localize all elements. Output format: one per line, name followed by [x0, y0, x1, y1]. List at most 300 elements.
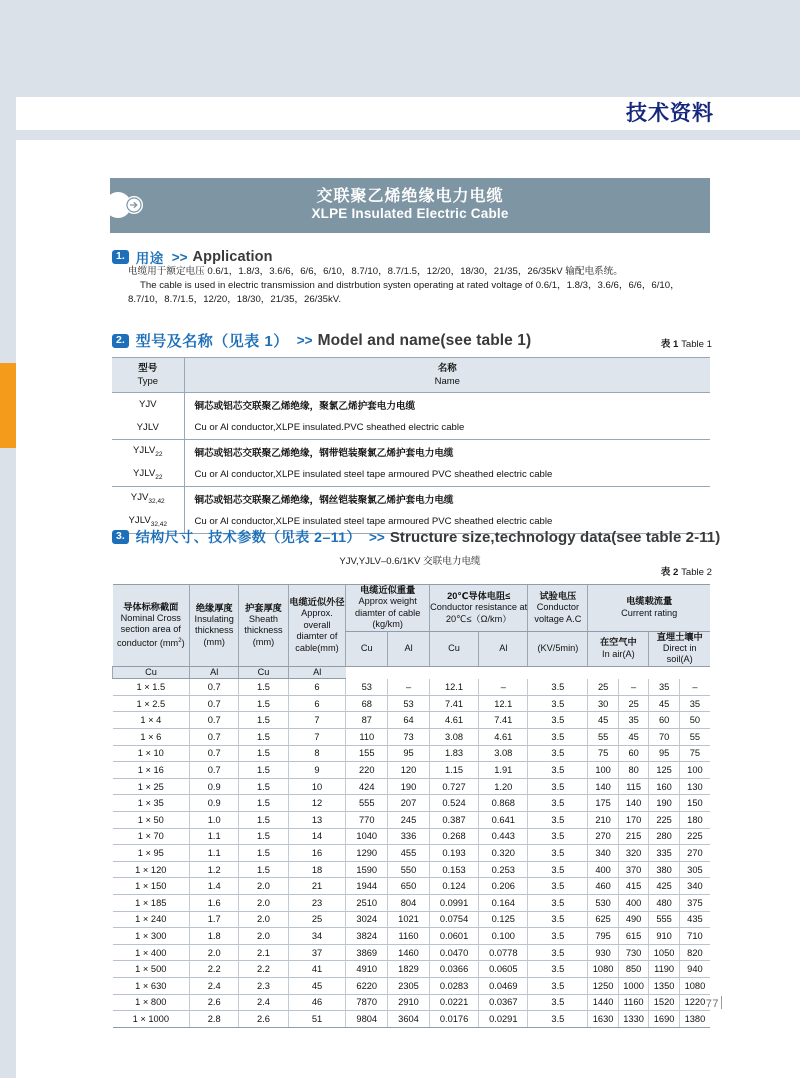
cell-weight-al: 2910 — [388, 994, 430, 1011]
cell-resistance-al: 0.125 — [479, 911, 528, 928]
cell-insulating-thickness: 0.7 — [190, 762, 239, 779]
cell-insulating-thickness: 0.9 — [190, 795, 239, 812]
cell-conductor-voltage: 3.5 — [528, 928, 588, 945]
cell-soil-cu: 380 — [649, 861, 680, 878]
cell-weight-cu: 6220 — [346, 977, 388, 994]
cell-weight-al: 73 — [388, 729, 430, 746]
section-separator: >> — [171, 249, 188, 265]
table-row — [113, 729, 711, 746]
cell-insulating-thickness: 1.4 — [190, 878, 239, 895]
cell-resistance-cu: 0.0176 — [429, 1011, 478, 1028]
cell-soil-cu: 70 — [649, 729, 680, 746]
header-air-al: Al — [190, 666, 239, 678]
cell-air-al: 45 — [618, 729, 649, 746]
section-title-cn: 结构尺寸、技术参数（见表 2–11） — [135, 529, 362, 545]
cell-sheath-thickness: 2.1 — [239, 944, 288, 961]
section-title-cn: 型号及名称（见表 1） — [135, 333, 289, 350]
cell-sheath-thickness: 1.5 — [239, 729, 288, 746]
cell-conductor-voltage: 3.5 — [528, 729, 588, 746]
cell-soil-al: 35 — [679, 695, 710, 712]
cell-weight-cu: 220 — [346, 762, 388, 779]
cell-weight-cu: 110 — [346, 729, 388, 746]
cell-name: 铜芯或铝芯交联聚乙烯绝缘，钢带铠装聚氯乙烯护套电力电缆 — [194, 447, 454, 459]
cell-weight-cu: 87 — [346, 712, 388, 729]
cell-type: $YJLV_{22}$ — [112, 440, 184, 464]
table2-caption-cn: 表 2 — [660, 567, 679, 578]
cell-overall-diameter: 16 — [288, 845, 346, 862]
cell-sheath-thickness: 1.5 — [239, 695, 288, 712]
cell-nominal-cross-section: 1 × 400 — [113, 944, 190, 961]
cell-conductor-voltage: 3.5 — [528, 861, 588, 878]
section-heading-structure — [112, 527, 720, 547]
header-air-cu: Cu — [113, 666, 190, 678]
application-text-en: The cable is used in electric transmission and distrbution systen operating at rated voltage of 0.6/1，1.8/3，3.6/6，6/6，6/10，8.7/10，8.7/1.5，12/20，18/30，21/35，26/35kV. — [128, 280, 680, 306]
cell-insulating-thickness: 0.7 — [190, 679, 239, 696]
table-row — [112, 463, 710, 487]
header-approx-weight: 电缆近似重量 Approx weight diamter of cable (kg/km) — [346, 585, 430, 632]
header-soil-cu: Cu — [239, 666, 288, 678]
cell-air-cu: 930 — [588, 944, 619, 961]
table-header-row-3 — [113, 666, 711, 678]
cell-overall-diameter: 18 — [288, 861, 346, 878]
cell-weight-al: 1021 — [388, 911, 430, 928]
table2-subtitle: YJV,YJLV–0.6/1KV 交联电力电缆 — [339, 556, 481, 567]
header-resistance-al: Al — [479, 631, 528, 666]
cell-soil-al: 1380 — [679, 1011, 710, 1028]
cell-air-cu: 25 — [588, 679, 619, 696]
cell-soil-cu: 1350 — [649, 977, 680, 994]
cell-air-cu: 460 — [588, 878, 619, 895]
cell-type: YJLV — [112, 416, 184, 440]
cell-soil-al: 710 — [679, 928, 710, 945]
cell-overall-diameter: 7 — [288, 729, 346, 746]
cell-sheath-thickness: 2.0 — [239, 928, 288, 945]
table2-caption — [661, 564, 712, 578]
cell-air-al: 1160 — [618, 994, 649, 1011]
cell-overall-diameter: 10 — [288, 778, 346, 795]
cell-sheath-thickness: 2.2 — [239, 961, 288, 978]
table-row — [113, 977, 711, 994]
cell-type: $YJV_{32,42}$ — [112, 487, 184, 511]
cell-overall-diameter: 6 — [288, 695, 346, 712]
cell-sheath-thickness: 1.5 — [239, 778, 288, 795]
cell-conductor-voltage: 3.5 — [528, 878, 588, 895]
cell-overall-diameter: 21 — [288, 878, 346, 895]
cell-resistance-al: 0.253 — [479, 861, 528, 878]
cell-soil-cu: 160 — [649, 778, 680, 795]
cell-weight-al: 1460 — [388, 944, 430, 961]
cell-air-al: 730 — [618, 944, 649, 961]
cell-soil-cu: 910 — [649, 928, 680, 945]
cell-soil-cu: 1520 — [649, 994, 680, 1011]
cell-resistance-cu: 0.153 — [429, 861, 478, 878]
cell-air-al: 170 — [618, 812, 649, 829]
cell-air-cu: 1080 — [588, 961, 619, 978]
cell-nominal-cross-section: 1 × 1000 — [113, 1011, 190, 1028]
cell-type: $YJLV_{22}$ — [112, 463, 184, 487]
cell-insulating-thickness: 0.9 — [190, 778, 239, 795]
cell-air-cu: 30 — [588, 695, 619, 712]
section-number-badge: 1. — [112, 250, 129, 264]
cell-soil-al: 1220 — [679, 994, 710, 1011]
cell-weight-cu: 1944 — [346, 878, 388, 895]
cell-nominal-cross-section: 1 × 2.5 — [113, 695, 190, 712]
table-row — [113, 994, 711, 1011]
header-weight-cu: Cu — [346, 631, 388, 666]
section-separator: >> — [296, 333, 313, 348]
cell-resistance-cu: 4.61 — [429, 712, 478, 729]
cell-overall-diameter: 41 — [288, 961, 346, 978]
cell-weight-al: 455 — [388, 845, 430, 862]
cell-conductor-voltage: 3.5 — [528, 795, 588, 812]
table1-caption-cn: 表 1 — [660, 339, 679, 350]
cell-insulating-thickness: 1.8 — [190, 928, 239, 945]
cell-air-al: 35 — [618, 712, 649, 729]
table1-header-type: 型号 Type — [112, 358, 184, 393]
table-row — [112, 440, 710, 464]
table-row — [112, 416, 710, 440]
header-conductor-voltage: 试验电压 Conductor voltage A.C — [528, 585, 588, 632]
cell-overall-diameter: 7 — [288, 712, 346, 729]
cell-resistance-al: 0.0605 — [479, 961, 528, 978]
cell-soil-al: 820 — [679, 944, 710, 961]
page-number-value: 77 — [705, 998, 719, 1010]
header-in-air: 在空气中 In air(A) — [588, 631, 649, 666]
cell-resistance-cu: 0.0283 — [429, 977, 478, 994]
cell-resistance-cu: 7.41 — [429, 695, 478, 712]
cell-air-cu: 270 — [588, 828, 619, 845]
side-tab-marker — [0, 363, 16, 448]
cell-soil-cu: 125 — [649, 762, 680, 779]
cell-sheath-thickness: 1.5 — [239, 745, 288, 762]
cell-soil-al: – — [679, 679, 710, 696]
cell-air-al: 1330 — [618, 1011, 649, 1028]
cell-soil-al: 340 — [679, 878, 710, 895]
cell-air-cu: 55 — [588, 729, 619, 746]
cell-conductor-voltage: 3.5 — [528, 994, 588, 1011]
cell-soil-al: 130 — [679, 778, 710, 795]
cell-insulating-thickness: 2.4 — [190, 977, 239, 994]
cell-conductor-voltage: 3.5 — [528, 712, 588, 729]
table-header-row-1 — [113, 585, 711, 632]
cell-soil-cu: 225 — [649, 812, 680, 829]
cell-insulating-thickness: 1.0 — [190, 812, 239, 829]
cell-conductor-voltage: 3.5 — [528, 695, 588, 712]
cell-weight-al: 650 — [388, 878, 430, 895]
cell-insulating-thickness: 0.7 — [190, 729, 239, 746]
cell-resistance-cu: 0.0366 — [429, 961, 478, 978]
cell-weight-al: 190 — [388, 778, 430, 795]
table-row — [113, 762, 711, 779]
cell-air-al: 60 — [618, 745, 649, 762]
table-row — [113, 944, 711, 961]
table-row — [113, 745, 711, 762]
cell-resistance-al: 4.61 — [479, 729, 528, 746]
cell-insulating-thickness: 1.2 — [190, 861, 239, 878]
cell-air-al: 1000 — [618, 977, 649, 994]
section-title-en: Application — [192, 249, 273, 265]
section-heading-model-name — [112, 330, 531, 351]
cell-resistance-cu: 12.1 — [429, 679, 478, 696]
cell-resistance-cu: 1.83 — [429, 745, 478, 762]
cell-sheath-thickness: 1.5 — [239, 679, 288, 696]
table-row — [113, 712, 711, 729]
cell-overall-diameter: 14 — [288, 828, 346, 845]
section-title-cn: 用途 — [135, 251, 164, 266]
cell-air-cu: 1630 — [588, 1011, 619, 1028]
cell-weight-cu: 2510 — [346, 894, 388, 911]
cell-air-cu: 100 — [588, 762, 619, 779]
cell-nominal-cross-section: 1 × 70 — [113, 828, 190, 845]
cell-nominal-cross-section: 1 × 95 — [113, 845, 190, 862]
cell-weight-al: – — [388, 679, 430, 696]
cell-resistance-al: 0.0469 — [479, 977, 528, 994]
cell-air-cu: 175 — [588, 795, 619, 812]
cell-soil-cu: 425 — [649, 878, 680, 895]
cell-sheath-thickness: 1.5 — [239, 712, 288, 729]
cell-air-al: 415 — [618, 878, 649, 895]
cell-resistance-al: 7.41 — [479, 712, 528, 729]
cell-weight-al: 1829 — [388, 961, 430, 978]
table2-header — [113, 585, 711, 679]
cell-weight-cu: 9804 — [346, 1011, 388, 1028]
cell-air-al: 115 — [618, 778, 649, 795]
table-row — [113, 778, 711, 795]
cell-weight-cu: 155 — [346, 745, 388, 762]
cell-soil-cu: 60 — [649, 712, 680, 729]
cell-weight-cu: 3869 — [346, 944, 388, 961]
cell-air-cu: 1440 — [588, 994, 619, 1011]
cell-conductor-voltage: 3.5 — [528, 812, 588, 829]
cell-nominal-cross-section: 1 × 16 — [113, 762, 190, 779]
cell-resistance-al: 1.20 — [479, 778, 528, 795]
cell-air-al: 320 — [618, 845, 649, 862]
table-row — [113, 878, 711, 895]
section-title-en: Model and name(see table 1) — [317, 331, 532, 349]
application-paragraph — [128, 265, 713, 308]
cell-nominal-cross-section: 1 × 150 — [113, 878, 190, 895]
cell-soil-cu: 45 — [649, 695, 680, 712]
cell-resistance-cu: 0.0991 — [429, 894, 478, 911]
cell-conductor-voltage: 3.5 — [528, 911, 588, 928]
cell-weight-cu: 1290 — [346, 845, 388, 862]
cell-weight-al: 336 — [388, 828, 430, 845]
cell-insulating-thickness: 2.6 — [190, 994, 239, 1011]
cell-sheath-thickness: 1.5 — [239, 795, 288, 812]
cell-overall-diameter: 13 — [288, 812, 346, 829]
cell-nominal-cross-section: 1 × 300 — [113, 928, 190, 945]
cell-nominal-cross-section: 1 × 500 — [113, 961, 190, 978]
cell-conductor-voltage: 3.5 — [528, 745, 588, 762]
cell-air-cu: 1250 — [588, 977, 619, 994]
cell-name: Cu or Al conductor,XLPE insulated steel tape armoured PVC sheathed electric cable — [184, 510, 710, 534]
cell-air-al: 850 — [618, 961, 649, 978]
cell-air-cu: 140 — [588, 778, 619, 795]
cell-air-cu: 795 — [588, 928, 619, 945]
table-row — [113, 795, 711, 812]
cell-sheath-thickness: 1.5 — [239, 812, 288, 829]
cell-resistance-cu: 0.0601 — [429, 928, 478, 945]
cell-conductor-voltage: 3.5 — [528, 762, 588, 779]
header-voltage-unit: (KV/5min) — [528, 631, 588, 666]
cell-resistance-al: 1.91 — [479, 762, 528, 779]
cell-soil-al: 180 — [679, 812, 710, 829]
cell-weight-al: 1160 — [388, 928, 430, 945]
table2-body — [113, 679, 711, 1027]
banner-title-cn: 交联聚乙烯绝缘电力电缆 — [316, 188, 504, 205]
cell-overall-diameter: 37 — [288, 944, 346, 961]
section-title-en: Structure size,technology data(see table 2-11) — [389, 528, 721, 546]
table-row — [112, 393, 710, 417]
cell-resistance-cu: 0.268 — [429, 828, 478, 845]
cell-resistance-al: 0.0291 — [479, 1011, 528, 1028]
section-heading-application — [112, 247, 273, 267]
cell-resistance-al: 0.164 — [479, 894, 528, 911]
header-insulating-thickness: 绝缘厚度 Insulating thickness (mm) — [190, 585, 239, 667]
cell-sheath-thickness: 2.0 — [239, 894, 288, 911]
cell-sheath-thickness: 1.5 — [239, 828, 288, 845]
cell-nominal-cross-section: 1 × 6 — [113, 729, 190, 746]
cell-insulating-thickness: 0.7 — [190, 712, 239, 729]
table-row — [113, 1011, 711, 1028]
table-row — [113, 679, 711, 696]
cell-air-al: 615 — [618, 928, 649, 945]
header-overall-diameter: 电缆近似外径 Approx. overall diamter of cable(mm) — [288, 585, 346, 667]
cell-air-cu: 75 — [588, 745, 619, 762]
application-text-cn: 电缆用于额定电压 0.6/1，1.8/3，3.6/6，6/6，6/10，8.7/10，8.7/1.5，12/20，18/30，21/35，26/35kV 输配电系统。 — [128, 266, 623, 277]
cell-soil-al: 55 — [679, 729, 710, 746]
cell-air-al: – — [618, 679, 649, 696]
cell-insulating-thickness: 0.7 — [190, 695, 239, 712]
cell-air-al: 400 — [618, 894, 649, 911]
cell-soil-cu: 480 — [649, 894, 680, 911]
cell-conductor-voltage: 3.5 — [528, 778, 588, 795]
page-number — [706, 996, 722, 1010]
cell-sheath-thickness: 2.4 — [239, 994, 288, 1011]
table-row — [113, 961, 711, 978]
cell-nominal-cross-section: 1 × 50 — [113, 812, 190, 829]
cell-air-cu: 530 — [588, 894, 619, 911]
cell-soil-al: 305 — [679, 861, 710, 878]
cell-resistance-cu: 3.08 — [429, 729, 478, 746]
cell-weight-al: 3604 — [388, 1011, 430, 1028]
page-title: 技术资料 — [626, 102, 714, 125]
section-number-badge: 3. — [112, 530, 129, 544]
cell-soil-al: 50 — [679, 712, 710, 729]
cell-conductor-voltage: 3.5 — [528, 977, 588, 994]
header-conductor-resistance: 20℃导体电阻≤ Conductor resistance at 20℃≤（Ω/km） — [429, 585, 528, 632]
cell-conductor-voltage: 3.5 — [528, 1011, 588, 1028]
table1-caption-en: Table 1 — [681, 339, 712, 350]
cell-weight-cu: 3024 — [346, 911, 388, 928]
cell-resistance-al: 0.443 — [479, 828, 528, 845]
cell-weight-al: 95 — [388, 745, 430, 762]
cell-name: 铜芯或铝芯交联聚乙烯绝缘，钢丝铠装聚氯乙烯护套电力电缆 — [194, 494, 454, 506]
cell-weight-cu: 770 — [346, 812, 388, 829]
cell-overall-diameter: 12 — [288, 795, 346, 812]
banner-title-en: XLPE Insulated Electric Cable — [311, 206, 509, 221]
cell-insulating-thickness: 1.6 — [190, 894, 239, 911]
cell-weight-cu: 68 — [346, 695, 388, 712]
header-weight-al: Al — [388, 631, 430, 666]
cell-weight-cu: 4910 — [346, 961, 388, 978]
cell-conductor-voltage: 3.5 — [528, 961, 588, 978]
cell-soil-al: 225 — [679, 828, 710, 845]
cell-resistance-al: 0.206 — [479, 878, 528, 895]
table2-caption-en: Table 2 — [681, 567, 712, 578]
cell-nominal-cross-section: 1 × 630 — [113, 977, 190, 994]
cell-resistance-al: 0.320 — [479, 845, 528, 862]
cell-nominal-cross-section: 1 × 185 — [113, 894, 190, 911]
header-sheath-thickness: 护套厚度 Sheath thickness (mm) — [239, 585, 288, 667]
table1-header-name: 名称 Name — [184, 358, 710, 393]
cell-resistance-al: 0.868 — [479, 795, 528, 812]
cell-conductor-voltage: 3.5 — [528, 944, 588, 961]
header-resistance-cu: Cu — [429, 631, 478, 666]
table1-caption — [661, 336, 712, 350]
cell-overall-diameter: 46 — [288, 994, 346, 1011]
cell-name: Cu or Al conductor,XLPE insulated.PVC sheathed electric cable — [184, 416, 710, 440]
structure-data-table — [112, 584, 710, 1028]
cell-type: YJV — [112, 393, 184, 417]
cell-air-cu: 210 — [588, 812, 619, 829]
cell-name: 铜芯或铝芯交联聚乙烯绝缘，聚氯乙烯护套电力电缆 — [194, 400, 416, 412]
table-row — [113, 695, 711, 712]
cell-insulating-thickness: 0.7 — [190, 745, 239, 762]
table-row — [113, 928, 711, 945]
cell-conductor-voltage: 3.5 — [528, 679, 588, 696]
cell-sheath-thickness: 2.3 — [239, 977, 288, 994]
cell-air-cu: 400 — [588, 861, 619, 878]
cell-overall-diameter: 8 — [288, 745, 346, 762]
cell-insulating-thickness: 2.8 — [190, 1011, 239, 1028]
cell-soil-al: 270 — [679, 845, 710, 862]
cell-weight-cu: 555 — [346, 795, 388, 812]
model-name-table — [112, 357, 710, 534]
cell-weight-cu: 53 — [346, 679, 388, 696]
header-nominal-cross-section: 导体标称截面 Nominal Cross section area of conductor $(mm^2)$ — [113, 585, 190, 667]
cell-air-al: 490 — [618, 911, 649, 928]
cell-resistance-cu: 0.193 — [429, 845, 478, 862]
cell-air-al: 25 — [618, 695, 649, 712]
cell-overall-diameter: 51 — [288, 1011, 346, 1028]
cell-soil-cu: 555 — [649, 911, 680, 928]
cell-soil-al: 75 — [679, 745, 710, 762]
cell-overall-diameter: 45 — [288, 977, 346, 994]
cell-conductor-voltage: 3.5 — [528, 894, 588, 911]
cell-insulating-thickness: 2.0 — [190, 944, 239, 961]
cell-resistance-cu: 0.524 — [429, 795, 478, 812]
cell-soil-cu: 335 — [649, 845, 680, 862]
cell-weight-al: 245 — [388, 812, 430, 829]
header-soil-al: Al — [288, 666, 346, 678]
cell-soil-al: 435 — [679, 911, 710, 928]
cell-soil-cu: 280 — [649, 828, 680, 845]
section-number-badge: 2. — [112, 334, 129, 348]
cell-overall-diameter: 6 — [288, 679, 346, 696]
cell-air-al: 140 — [618, 795, 649, 812]
cell-name: Cu or Al conductor,XLPE insulated steel tape armoured PVC sheathed electric cable — [184, 463, 710, 487]
cell-insulating-thickness: 1.1 — [190, 845, 239, 862]
cell-sheath-thickness: 1.5 — [239, 845, 288, 862]
cell-insulating-thickness: 1.1 — [190, 828, 239, 845]
table-row — [113, 812, 711, 829]
cell-soil-al: 375 — [679, 894, 710, 911]
table-row — [113, 828, 711, 845]
cell-sheath-thickness: 2.6 — [239, 1011, 288, 1028]
cell-weight-al: 207 — [388, 795, 430, 812]
table-row — [113, 861, 711, 878]
